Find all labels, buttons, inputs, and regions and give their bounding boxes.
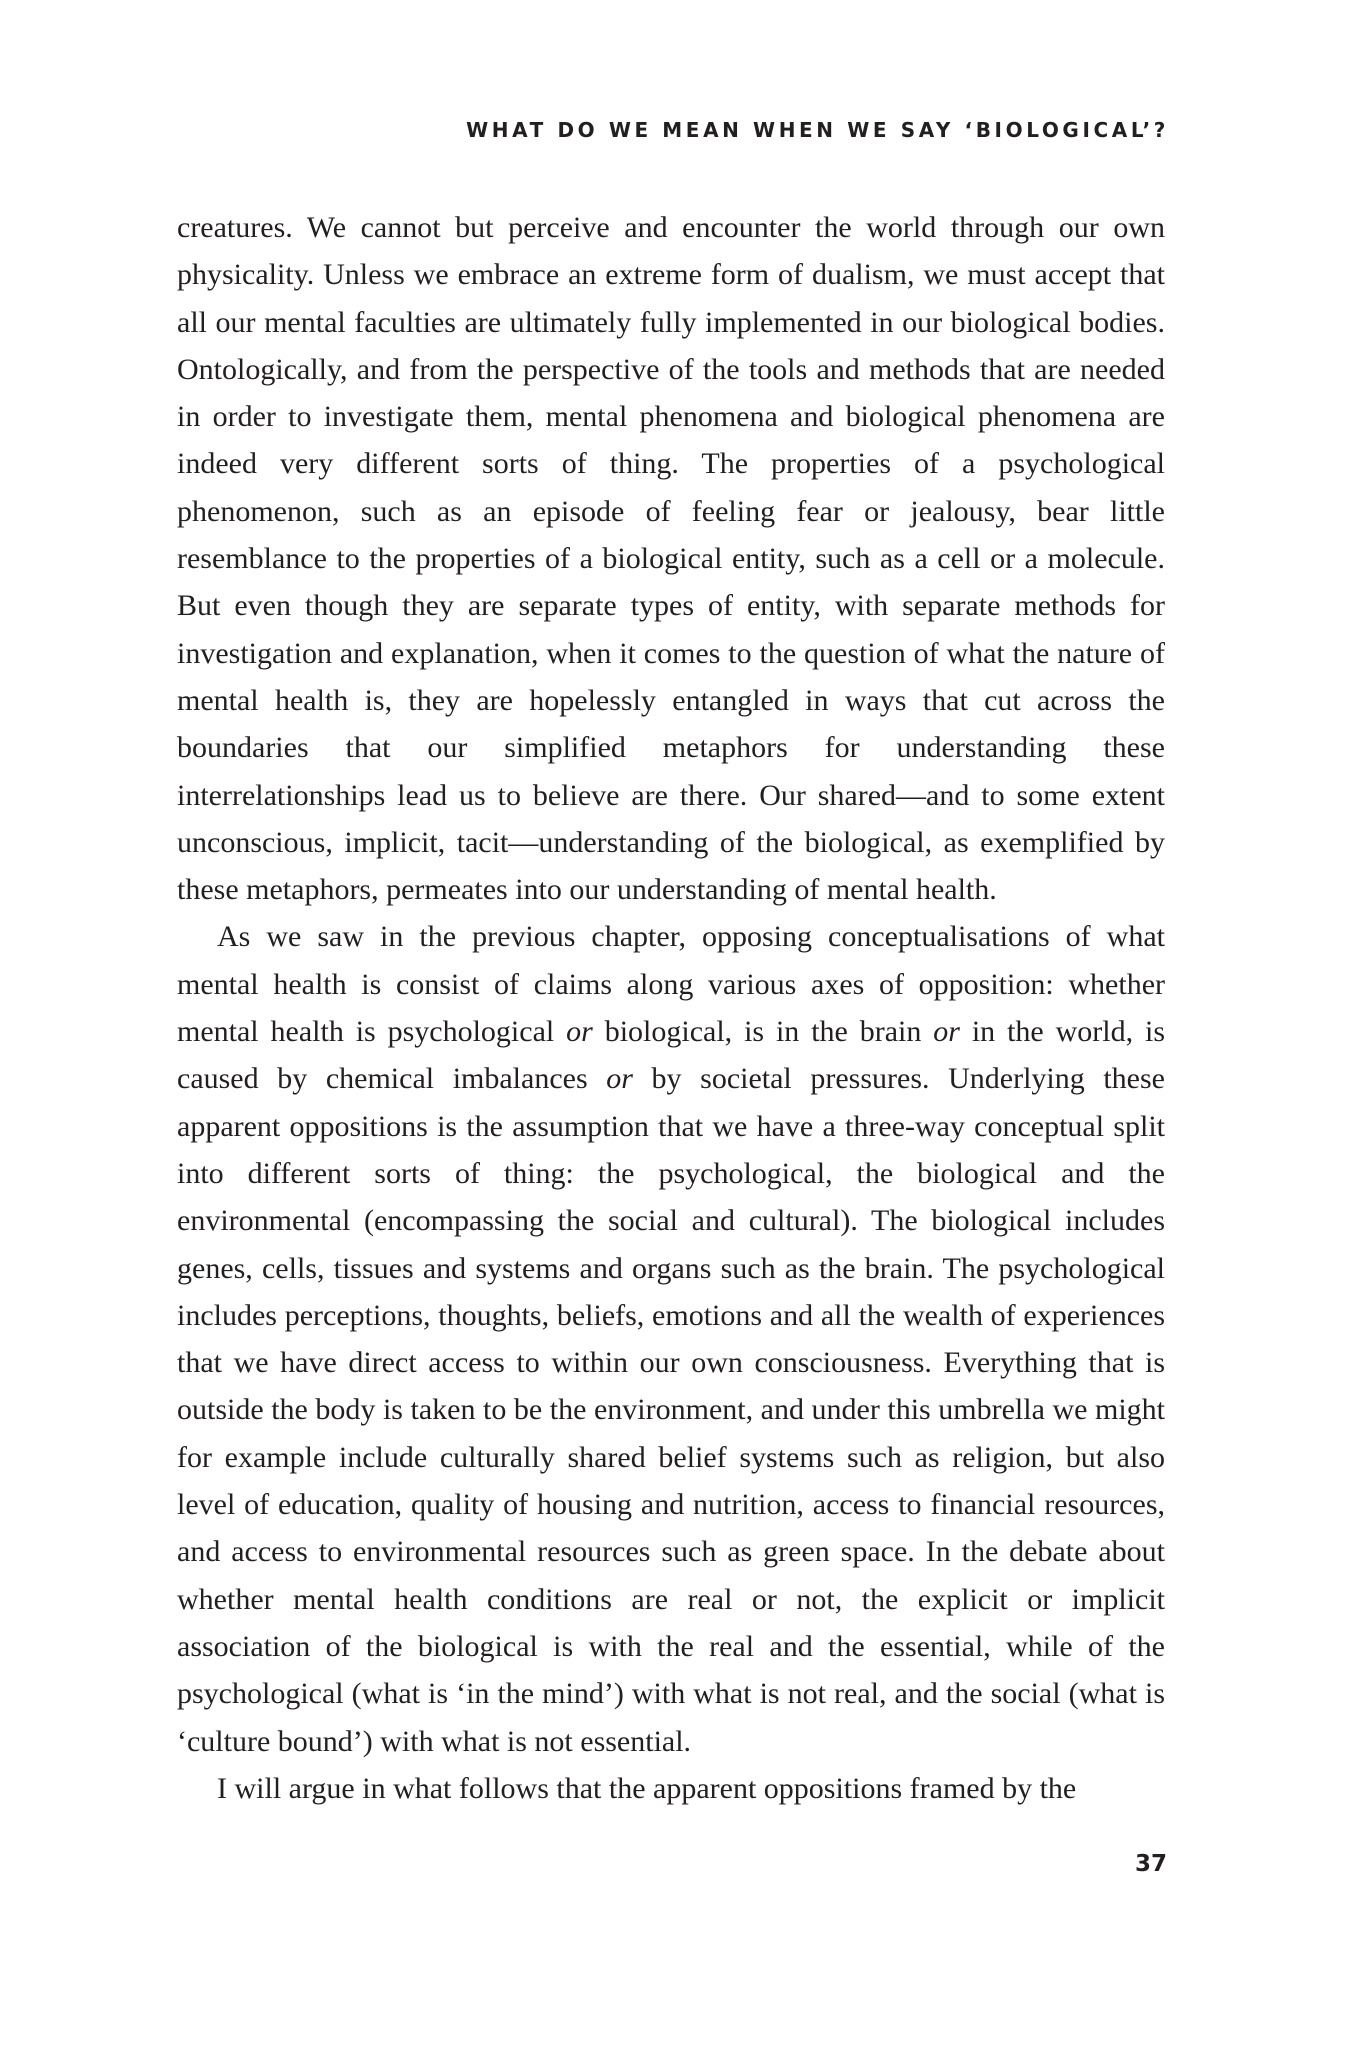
paragraph-2-text: As we saw in the previous chapter, opposing conceptualisations of what mental health is consist of claims along various axes of opposition: whether mental health is psychological [177, 920, 1165, 1049]
paragraph-2-text: by societal pressures. Underlying these apparent oppositions is the assumption that we have a three-way conceptual split into different sorts of thing: the psychological, the biological and the environmental (encompassing the social and cultural). The biological includes genes, cells, tissues and systems and organs such as the brain. The psychological includes perceptions, thoughts, beliefs, emotions and all the wealth of experiences that we have direct access to within our own consciousness. Everything that is outside the body is taken to be the environment, and under this umbrella we might for example include culturally shared belief systems such as religion, but also level of education, quality of housing and nutrition, access to financial resources, and access to environmental resources such as green space. In the debate about whether mental health conditions are real or not, the explicit or implicit association of the biological is with the real and the essential, while of the psychological (what is ‘in the mind’) with what is not real, and the social (what is ‘culture bound’) with what is not essential. [177, 1062, 1165, 1758]
italic-or: or [933, 1015, 960, 1049]
italic-or: or [606, 1062, 633, 1096]
paragraph-2 [177, 913, 1165, 1764]
running-head: WHAT DO WE MEAN WHEN WE SAY ‘BIOLOGICAL’? [466, 118, 1169, 142]
italic-or: or [566, 1015, 593, 1049]
paragraph-1: creatures. We cannot but perceive and encounter the world through our own physicality. Unless we embrace an extreme form of dualism, we must accept that all our mental faculties are ultimately fully implemented in our biological bodies. Ontologically, and from the perspective of the tools and methods that are needed in order to investigate them, mental phenomena and biological phenomena are indeed very different sorts of thing. The properties of a psychological phenomenon, such as an episode of feeling fear or jealousy, bear little resemblance to the properties of a biological entity, such as a cell or a molecule. But even though they are separate types of entity, with separate methods for investigation and explanation, when it comes to the question of what the nature of mental health is, they are hopelessly entangled in ways that cut across the boundaries that our simplified metaphors for understanding these interrelationships lead us to believe are there. Our shared—and to some extent unconscious, implicit, tacit—understanding of the biological, as exemplified by these metaphors, permeates into our understanding of mental health. [177, 211, 1165, 907]
paragraph-3: I will argue in what follows that the apparent oppositions framed by the [217, 1771, 1077, 1805]
page-number: 37 [1134, 1851, 1167, 1877]
paragraph-2-text: in the world, is caused by chemical imbalances [177, 1015, 1165, 1096]
paragraph-2-text: biological, is in the brain [592, 1015, 934, 1049]
body-text [177, 204, 1165, 1812]
